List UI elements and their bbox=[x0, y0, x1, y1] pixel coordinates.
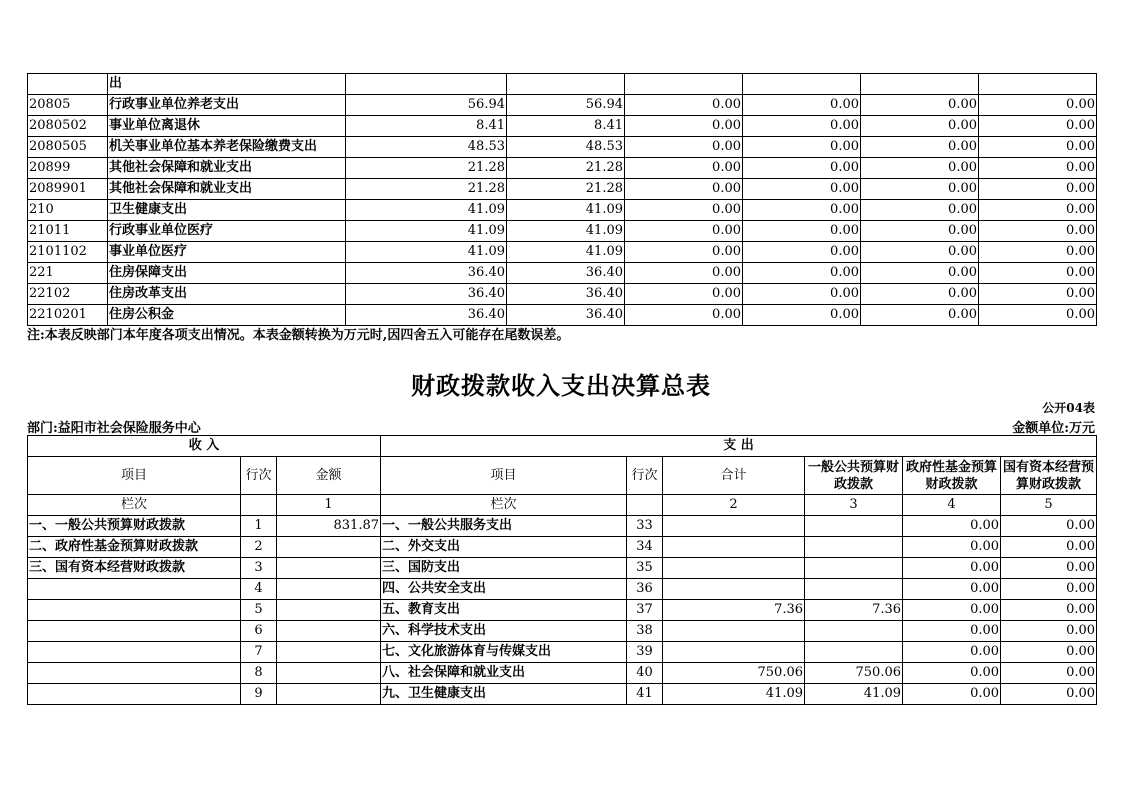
table-row bbox=[28, 558, 1097, 579]
amount-cell: 0.00 bbox=[743, 242, 861, 263]
amount-cell bbox=[861, 74, 979, 95]
amount-cell: 0.00 bbox=[861, 242, 979, 263]
income-line: 9 bbox=[241, 684, 277, 705]
amount-cell: 0.00 bbox=[625, 137, 743, 158]
expense-state: 0.00 bbox=[1001, 684, 1097, 705]
expense-item: 七、文化旅游体育与传媒支出 bbox=[381, 642, 627, 663]
expense-total: 41.09 bbox=[663, 684, 805, 705]
amount-cell: 0.00 bbox=[979, 137, 1097, 158]
expense-state: 0.00 bbox=[1001, 621, 1097, 642]
amount-cell: 0.00 bbox=[861, 221, 979, 242]
col-index-empty bbox=[241, 495, 277, 516]
amount-cell: 0.00 bbox=[743, 263, 861, 284]
expense-state: 0.00 bbox=[1001, 663, 1097, 684]
amount-unit-label: 金额单位:万元 bbox=[1012, 421, 1095, 436]
table-row bbox=[28, 116, 1097, 137]
amount-cell: 0.00 bbox=[979, 242, 1097, 263]
table-row bbox=[28, 242, 1097, 263]
amount-cell: 0.00 bbox=[861, 179, 979, 200]
col-general-budget: 一般公共预算财政拨款 bbox=[805, 457, 903, 495]
amount-cell: 0.00 bbox=[979, 200, 1097, 221]
amount-cell: 41.09 bbox=[507, 221, 625, 242]
subject-name: 住房改革支出 bbox=[108, 284, 346, 305]
table-row bbox=[28, 158, 1097, 179]
table-row bbox=[28, 579, 1097, 600]
income-amount bbox=[277, 600, 381, 621]
expense-fund: 0.00 bbox=[903, 537, 1001, 558]
fiscal-summary-table bbox=[27, 435, 1097, 705]
subject-code: 21011 bbox=[28, 221, 108, 242]
subject-code: 20805 bbox=[28, 95, 108, 116]
table-row bbox=[28, 221, 1097, 242]
col-index-label-2: 栏次 bbox=[381, 495, 627, 516]
amount-cell: 36.40 bbox=[346, 305, 507, 326]
expense-item: 五、教育支出 bbox=[381, 600, 627, 621]
expense-item: 二、外交支出 bbox=[381, 537, 627, 558]
expense-item: 一、一般公共服务支出 bbox=[381, 516, 627, 537]
income-item bbox=[28, 600, 241, 621]
col-income-line: 行次 bbox=[241, 457, 277, 495]
expense-item: 九、卫生健康支出 bbox=[381, 684, 627, 705]
amount-cell: 0.00 bbox=[979, 284, 1097, 305]
subject-code bbox=[28, 74, 108, 95]
department-label: 部门:益阳市社会保险服务中心 bbox=[27, 421, 201, 436]
subject-name: 住房保障支出 bbox=[108, 263, 346, 284]
amount-cell: 36.40 bbox=[507, 284, 625, 305]
amount-cell: 0.00 bbox=[861, 305, 979, 326]
amount-cell: 0.00 bbox=[979, 95, 1097, 116]
expense-total: 750.06 bbox=[663, 663, 805, 684]
amount-cell: 36.40 bbox=[507, 263, 625, 284]
expense-total: 7.36 bbox=[663, 600, 805, 621]
expense-total bbox=[663, 642, 805, 663]
income-amount bbox=[277, 579, 381, 600]
expense-fund: 0.00 bbox=[903, 579, 1001, 600]
expense-detail-body bbox=[28, 74, 1097, 326]
income-line: 5 bbox=[241, 600, 277, 621]
amount-cell: 0.00 bbox=[625, 221, 743, 242]
col-index-3: 3 bbox=[805, 495, 903, 516]
expense-total bbox=[663, 621, 805, 642]
expense-state: 0.00 bbox=[1001, 600, 1097, 621]
table-row bbox=[28, 663, 1097, 684]
amount-cell: 41.09 bbox=[507, 242, 625, 263]
subject-code: 2080505 bbox=[28, 137, 108, 158]
amount-cell: 0.00 bbox=[743, 200, 861, 221]
income-item: 二、政府性基金预算财政拨款 bbox=[28, 537, 241, 558]
subject-name: 事业单位离退休 bbox=[108, 116, 346, 137]
expense-line: 37 bbox=[627, 600, 663, 621]
expense-general bbox=[805, 642, 903, 663]
amount-cell: 0.00 bbox=[979, 179, 1097, 200]
expense-line: 39 bbox=[627, 642, 663, 663]
income-amount bbox=[277, 684, 381, 705]
income-amount bbox=[277, 642, 381, 663]
income-line: 4 bbox=[241, 579, 277, 600]
amount-cell: 0.00 bbox=[743, 284, 861, 305]
amount-cell: 0.00 bbox=[625, 116, 743, 137]
amount-cell: 21.28 bbox=[507, 179, 625, 200]
col-expense-line: 行次 bbox=[627, 457, 663, 495]
amount-cell: 0.00 bbox=[743, 179, 861, 200]
expense-item: 八、社会保障和就业支出 bbox=[381, 663, 627, 684]
table-row bbox=[28, 74, 1097, 95]
col-state-capital: 国有资本经营预算财政拨款 bbox=[1001, 457, 1097, 495]
amount-cell: 0.00 bbox=[861, 137, 979, 158]
amount-cell: 0.00 bbox=[861, 116, 979, 137]
col-total: 合计 bbox=[663, 457, 805, 495]
table-row bbox=[28, 642, 1097, 663]
col-income-amount: 金额 bbox=[277, 457, 381, 495]
expense-header: 支 出 bbox=[381, 436, 1097, 457]
subject-name: 机关事业单位基本养老保险缴费支出 bbox=[108, 137, 346, 158]
subject-name: 事业单位医疗 bbox=[108, 242, 346, 263]
expense-general bbox=[805, 558, 903, 579]
amount-cell: 56.94 bbox=[346, 95, 507, 116]
amount-cell: 0.00 bbox=[743, 221, 861, 242]
income-amount bbox=[277, 621, 381, 642]
table-row bbox=[28, 305, 1097, 326]
amount-cell: 0.00 bbox=[979, 158, 1097, 179]
subject-name: 行政事业单位医疗 bbox=[108, 221, 346, 242]
expense-item: 四、公共安全支出 bbox=[381, 579, 627, 600]
subject-code: 2080502 bbox=[28, 116, 108, 137]
col-income-item: 项目 bbox=[28, 457, 241, 495]
income-line: 7 bbox=[241, 642, 277, 663]
table-row bbox=[28, 137, 1097, 158]
expense-line: 35 bbox=[627, 558, 663, 579]
amount-cell: 0.00 bbox=[743, 116, 861, 137]
table-row bbox=[28, 95, 1097, 116]
income-line: 8 bbox=[241, 663, 277, 684]
amount-cell: 0.00 bbox=[743, 95, 861, 116]
expense-item: 三、国防支出 bbox=[381, 558, 627, 579]
expense-total bbox=[663, 579, 805, 600]
income-amount bbox=[277, 537, 381, 558]
income-amount bbox=[277, 558, 381, 579]
expense-fund: 0.00 bbox=[903, 621, 1001, 642]
income-line: 3 bbox=[241, 558, 277, 579]
amount-cell: 0.00 bbox=[861, 263, 979, 284]
fiscal-summary-body bbox=[28, 516, 1097, 705]
amount-cell: 0.00 bbox=[625, 158, 743, 179]
col-index-2: 2 bbox=[663, 495, 805, 516]
col-index-5: 5 bbox=[1001, 495, 1097, 516]
amount-cell bbox=[346, 74, 507, 95]
amount-cell: 0.00 bbox=[861, 95, 979, 116]
expense-line: 38 bbox=[627, 621, 663, 642]
amount-cell: 0.00 bbox=[979, 263, 1097, 284]
amount-cell: 0.00 bbox=[625, 263, 743, 284]
expense-state: 0.00 bbox=[1001, 516, 1097, 537]
expense-fund: 0.00 bbox=[903, 684, 1001, 705]
income-item: 一、一般公共预算财政拨款 bbox=[28, 516, 241, 537]
table-row bbox=[28, 516, 1097, 537]
income-item: 三、国有资本经营财政拨款 bbox=[28, 558, 241, 579]
subject-name: 其他社会保障和就业支出 bbox=[108, 179, 346, 200]
income-amount bbox=[277, 663, 381, 684]
amount-cell: 0.00 bbox=[625, 95, 743, 116]
amount-cell: 0.00 bbox=[979, 305, 1097, 326]
income-item bbox=[28, 684, 241, 705]
subject-code: 2101102 bbox=[28, 242, 108, 263]
col-index-4: 4 bbox=[903, 495, 1001, 516]
amount-cell: 0.00 bbox=[625, 305, 743, 326]
col-expense-item: 项目 bbox=[381, 457, 627, 495]
subject-name: 卫生健康支出 bbox=[108, 200, 346, 221]
expense-general bbox=[805, 516, 903, 537]
amount-cell bbox=[979, 74, 1097, 95]
expense-fund: 0.00 bbox=[903, 516, 1001, 537]
subject-code: 221 bbox=[28, 263, 108, 284]
expense-general: 750.06 bbox=[805, 663, 903, 684]
col-index-1: 1 bbox=[277, 495, 381, 516]
col-index-empty-2 bbox=[627, 495, 663, 516]
income-item bbox=[28, 579, 241, 600]
amount-cell: 8.41 bbox=[346, 116, 507, 137]
income-header: 收 入 bbox=[28, 436, 381, 457]
expense-line: 36 bbox=[627, 579, 663, 600]
subject-code: 20899 bbox=[28, 158, 108, 179]
amount-cell: 0.00 bbox=[743, 158, 861, 179]
subject-code: 210 bbox=[28, 200, 108, 221]
amount-cell: 56.94 bbox=[507, 95, 625, 116]
income-item bbox=[28, 642, 241, 663]
amount-cell: 21.28 bbox=[346, 179, 507, 200]
expense-fund: 0.00 bbox=[903, 663, 1001, 684]
amount-cell: 0.00 bbox=[861, 284, 979, 305]
table-row bbox=[28, 684, 1097, 705]
table-row bbox=[28, 600, 1097, 621]
amount-cell bbox=[507, 74, 625, 95]
expense-state: 0.00 bbox=[1001, 642, 1097, 663]
income-line: 6 bbox=[241, 621, 277, 642]
amount-cell: 21.28 bbox=[346, 158, 507, 179]
table-row bbox=[28, 284, 1097, 305]
amount-cell: 36.40 bbox=[346, 263, 507, 284]
expense-general: 41.09 bbox=[805, 684, 903, 705]
subject-name: 其他社会保障和就业支出 bbox=[108, 158, 346, 179]
table-row bbox=[28, 621, 1097, 642]
amount-cell: 0.00 bbox=[743, 137, 861, 158]
expense-total bbox=[663, 558, 805, 579]
amount-cell: 8.41 bbox=[507, 116, 625, 137]
subject-code: 2089901 bbox=[28, 179, 108, 200]
amount-cell bbox=[743, 74, 861, 95]
expense-line: 41 bbox=[627, 684, 663, 705]
expense-fund: 0.00 bbox=[903, 600, 1001, 621]
col-index-label: 栏次 bbox=[28, 495, 241, 516]
amount-cell: 0.00 bbox=[861, 158, 979, 179]
amount-cell: 0.00 bbox=[743, 305, 861, 326]
table-row bbox=[28, 263, 1097, 284]
amount-cell: 21.28 bbox=[507, 158, 625, 179]
amount-cell: 41.09 bbox=[346, 242, 507, 263]
expense-line: 33 bbox=[627, 516, 663, 537]
income-amount: 831.87 bbox=[277, 516, 381, 537]
subject-code: 22102 bbox=[28, 284, 108, 305]
table-row bbox=[28, 537, 1097, 558]
income-item bbox=[28, 621, 241, 642]
page-title: 财政拨款收入支出决算总表 bbox=[411, 371, 711, 400]
amount-cell: 0.00 bbox=[625, 200, 743, 221]
amount-cell: 41.09 bbox=[346, 221, 507, 242]
amount-cell: 0.00 bbox=[861, 200, 979, 221]
amount-cell: 41.09 bbox=[346, 200, 507, 221]
expense-line: 34 bbox=[627, 537, 663, 558]
expense-general: 7.36 bbox=[805, 600, 903, 621]
expense-general bbox=[805, 621, 903, 642]
amount-cell bbox=[625, 74, 743, 95]
expense-fund: 0.00 bbox=[903, 558, 1001, 579]
amount-cell: 0.00 bbox=[625, 284, 743, 305]
subject-name: 行政事业单位养老支出 bbox=[108, 95, 346, 116]
expense-state: 0.00 bbox=[1001, 537, 1097, 558]
subject-name: 出 bbox=[108, 74, 346, 95]
income-item bbox=[28, 663, 241, 684]
expense-general bbox=[805, 537, 903, 558]
expense-fund: 0.00 bbox=[903, 642, 1001, 663]
subject-name: 住房公积金 bbox=[108, 305, 346, 326]
table-code: 公开04表 bbox=[1042, 401, 1095, 415]
amount-cell: 48.53 bbox=[507, 137, 625, 158]
amount-cell: 36.40 bbox=[346, 284, 507, 305]
expense-state: 0.00 bbox=[1001, 558, 1097, 579]
income-line: 2 bbox=[241, 537, 277, 558]
amount-cell: 36.40 bbox=[507, 305, 625, 326]
amount-cell: 0.00 bbox=[979, 116, 1097, 137]
col-fund-budget: 政府性基金预算财政拨款 bbox=[903, 457, 1001, 495]
amount-cell: 0.00 bbox=[625, 242, 743, 263]
amount-cell: 41.09 bbox=[507, 200, 625, 221]
table-row bbox=[28, 179, 1097, 200]
amount-cell: 0.00 bbox=[625, 179, 743, 200]
expense-total bbox=[663, 516, 805, 537]
subject-code: 2210201 bbox=[28, 305, 108, 326]
expense-detail-table bbox=[27, 73, 1097, 326]
amount-cell: 48.53 bbox=[346, 137, 507, 158]
table-note: 注:本表反映部门本年度各项支出情况。本表金额转换为万元时,因四舍五入可能存在尾数误差。 bbox=[27, 328, 570, 343]
income-line: 1 bbox=[241, 516, 277, 537]
expense-general bbox=[805, 579, 903, 600]
expense-item: 六、科学技术支出 bbox=[381, 621, 627, 642]
table-row bbox=[28, 200, 1097, 221]
amount-cell: 0.00 bbox=[979, 221, 1097, 242]
expense-total bbox=[663, 537, 805, 558]
expense-state: 0.00 bbox=[1001, 579, 1097, 600]
expense-line: 40 bbox=[627, 663, 663, 684]
